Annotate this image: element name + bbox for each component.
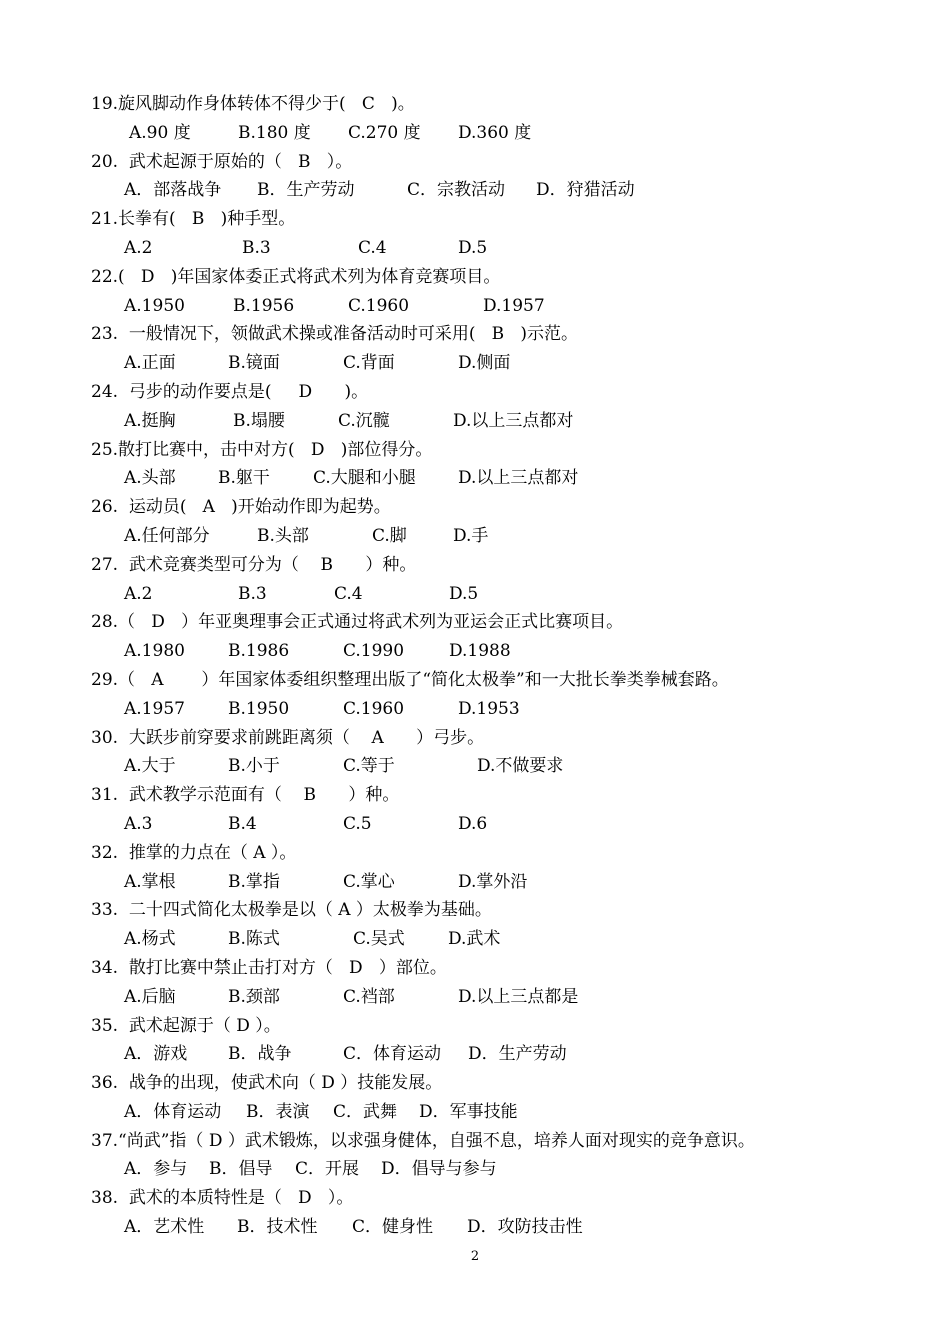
options-row	[91, 1155, 911, 1184]
options-row	[91, 810, 911, 839]
question-item	[91, 608, 911, 666]
option-d: D.不做要求	[477, 756, 564, 777]
question-text: 36. 战争的出现，使武术向（ D ）技能发展。	[91, 1073, 443, 1094]
question-text: 30. 大跃步前穿要求前跳距离须（ A ）弓步。	[91, 727, 485, 748]
option-b: B.陈式	[228, 929, 280, 950]
question-list	[91, 90, 911, 1242]
question-text: 25.散打比赛中，击中对方( D )部位得分。	[91, 439, 433, 460]
option-a: A.正面	[124, 353, 176, 374]
option-d: D.手	[453, 525, 489, 546]
option-c: C.270 度	[348, 122, 421, 143]
option-a: A.1957	[124, 698, 185, 719]
option-c: C.4	[358, 237, 387, 258]
option-b: B.颈部	[228, 986, 280, 1007]
options-row	[91, 1040, 911, 1069]
option-b: B.3	[242, 237, 271, 258]
option-d: D．狩猎活动	[536, 180, 635, 201]
question-text: 20. 武术起源于原始的（ B ）。	[91, 151, 353, 172]
option-a: A．部落战争	[124, 180, 222, 201]
options-row	[91, 176, 911, 205]
option-a: A.掌根	[124, 871, 176, 892]
option-c: C.1990	[343, 641, 405, 662]
option-b: B．技术性	[237, 1217, 318, 1238]
options-row	[91, 1098, 911, 1127]
option-b: B.3	[238, 583, 267, 604]
option-c: C.1960	[348, 295, 410, 316]
question-item	[91, 724, 911, 782]
option-b: B.180 度	[238, 122, 311, 143]
option-c: C.5	[343, 813, 372, 834]
question-text: 22.( D )年国家体委正式将武术列为体育竞赛项目。	[91, 266, 501, 287]
option-c: C.吴式	[353, 929, 405, 950]
question-item	[91, 1127, 911, 1185]
option-d: D.6	[458, 813, 488, 834]
option-a: A.90 度	[129, 122, 191, 143]
option-a: A.头部	[124, 468, 176, 489]
options-row	[91, 1213, 911, 1242]
options-row	[91, 234, 911, 263]
question-text: 35. 武术起源于（ D ）。	[91, 1015, 281, 1036]
option-b: B.1956	[233, 295, 295, 316]
option-a: A.3	[124, 813, 153, 834]
option-c: C.裆部	[343, 986, 395, 1007]
options-row	[91, 925, 911, 954]
option-c: C.4	[334, 583, 363, 604]
question-text: 38. 武术的本质特性是（ D ）。	[91, 1188, 354, 1209]
question-item	[91, 263, 911, 321]
options-row	[91, 580, 911, 609]
option-b: B.1986	[228, 641, 290, 662]
option-d: D.武术	[448, 929, 501, 950]
option-d: D.5	[458, 237, 488, 258]
option-a: A．艺术性	[124, 1217, 205, 1238]
question-item	[91, 1184, 911, 1242]
option-c: C．体育运动	[343, 1044, 442, 1065]
options-row	[91, 119, 911, 148]
option-c: C．开展	[295, 1159, 360, 1180]
question-item	[91, 90, 911, 148]
option-a: A．游戏	[124, 1044, 188, 1065]
option-d: D.侧面	[458, 353, 511, 374]
page-number: 2	[470, 1249, 480, 1264]
option-d: D.1957	[483, 295, 545, 316]
option-d: D.1953	[458, 698, 520, 719]
option-d: D.360 度	[458, 122, 532, 143]
question-item	[91, 205, 911, 263]
option-c: C.掌心	[343, 871, 395, 892]
question-text: 19.旋风脚动作身体转体不得少于( C )。	[91, 94, 415, 114]
option-d: D.以上三点都对	[458, 468, 579, 489]
option-b: B.头部	[257, 525, 309, 546]
option-b: B．战争	[228, 1044, 292, 1065]
options-row	[91, 407, 911, 436]
option-b: B．表演	[246, 1101, 310, 1122]
question-item	[91, 148, 911, 206]
question-item	[91, 493, 911, 551]
question-item	[91, 551, 911, 609]
option-c: C.1960	[343, 698, 405, 719]
question-text: 32. 推掌的力点在（ A ）。	[91, 842, 297, 863]
option-b: B.掌指	[228, 871, 280, 892]
option-c: C.背面	[343, 353, 395, 374]
options-row	[91, 752, 911, 781]
question-text: 21.长拳有( B )种手型。	[91, 209, 296, 230]
option-d: D.5	[449, 583, 479, 604]
question-text: 28.（ D ）年亚奥理事会正式通过将武术列为亚运会正式比赛项目。	[91, 612, 624, 633]
option-c: C.沉髋	[338, 410, 390, 431]
question-text: 37.“尚武”指（ D ）武术锻炼，以求强身健体，自强不息，培养人面对现实的竞争意识。	[91, 1130, 755, 1151]
option-a: A.1950	[124, 295, 185, 316]
options-row	[91, 522, 911, 551]
option-d: D.掌外沿	[458, 871, 528, 892]
option-c: C.大腿和小腿	[313, 468, 416, 489]
options-row	[91, 983, 911, 1012]
question-item	[91, 320, 911, 378]
option-c: C．健身性	[352, 1217, 434, 1238]
option-a: A.杨式	[124, 929, 176, 950]
question-item	[91, 666, 911, 724]
option-b: B．倡导	[209, 1159, 273, 1180]
options-row	[91, 695, 911, 724]
option-c: C．宗教活动	[407, 180, 506, 201]
option-a: A.2	[124, 583, 153, 604]
option-b: B.镜面	[228, 353, 280, 374]
options-row	[91, 868, 911, 897]
option-b: B．生产劳动	[257, 180, 355, 201]
option-c: C.脚	[372, 525, 407, 546]
option-a: A.挺胸	[124, 410, 176, 431]
options-row	[91, 349, 911, 378]
question-text: 34. 散打比赛中禁止击打对方（ D ）部位。	[91, 957, 447, 978]
question-text: 27. 武术竞赛类型可分为（ B ）种。	[91, 554, 417, 575]
option-a: A.大于	[124, 756, 176, 777]
option-a: A．体育运动	[124, 1101, 222, 1122]
option-a: A.后脑	[124, 986, 176, 1007]
option-a: A.1980	[124, 641, 185, 662]
option-d: D.以上三点都是	[458, 986, 579, 1007]
option-b: B.小于	[228, 756, 280, 777]
option-d: D．军事技能	[419, 1101, 518, 1122]
option-a: A.任何部分	[124, 525, 210, 546]
question-item	[91, 378, 911, 436]
question-item	[91, 954, 911, 1012]
option-d: D.以上三点都对	[453, 410, 574, 431]
option-b: B.4	[228, 813, 257, 834]
question-text: 33. 二十四式简化太极拳是以（ A ）太极拳为基础。	[91, 900, 492, 921]
question-item	[91, 896, 911, 954]
question-item	[91, 436, 911, 494]
question-item	[91, 781, 911, 839]
option-d: D．倡导与参与	[381, 1159, 497, 1180]
option-b: B.1950	[228, 698, 290, 719]
option-b: B.躯干	[218, 468, 270, 489]
option-d: D．生产劳动	[468, 1044, 567, 1065]
question-item	[91, 1069, 911, 1127]
option-a: A.2	[124, 237, 153, 258]
option-c: C．武舞	[333, 1101, 398, 1122]
question-text: 23. 一般情况下，领做武术操或准备活动时可采用( B )示范。	[91, 324, 579, 345]
options-row	[91, 464, 911, 493]
question-text: 24. 弓步的动作要点是( D )。	[91, 381, 369, 402]
option-a: A．参与	[124, 1159, 188, 1180]
option-c: C.等于	[343, 756, 395, 777]
option-b: B.塌腰	[233, 410, 285, 431]
options-row	[91, 292, 911, 321]
question-text: 29.（ A ）年国家体委组织整理出版了“简化太极拳”和一大批长拳类拳械套路。	[91, 669, 729, 690]
question-text: 26. 运动员( A )开始动作即为起势。	[91, 497, 391, 518]
question-item	[91, 839, 911, 897]
question-item	[91, 1012, 911, 1070]
options-row	[91, 637, 911, 666]
option-d: D．攻防技击性	[467, 1217, 583, 1238]
question-text: 31. 武术教学示范面有（ B ）种。	[91, 785, 400, 806]
option-d: D.1988	[449, 641, 511, 662]
